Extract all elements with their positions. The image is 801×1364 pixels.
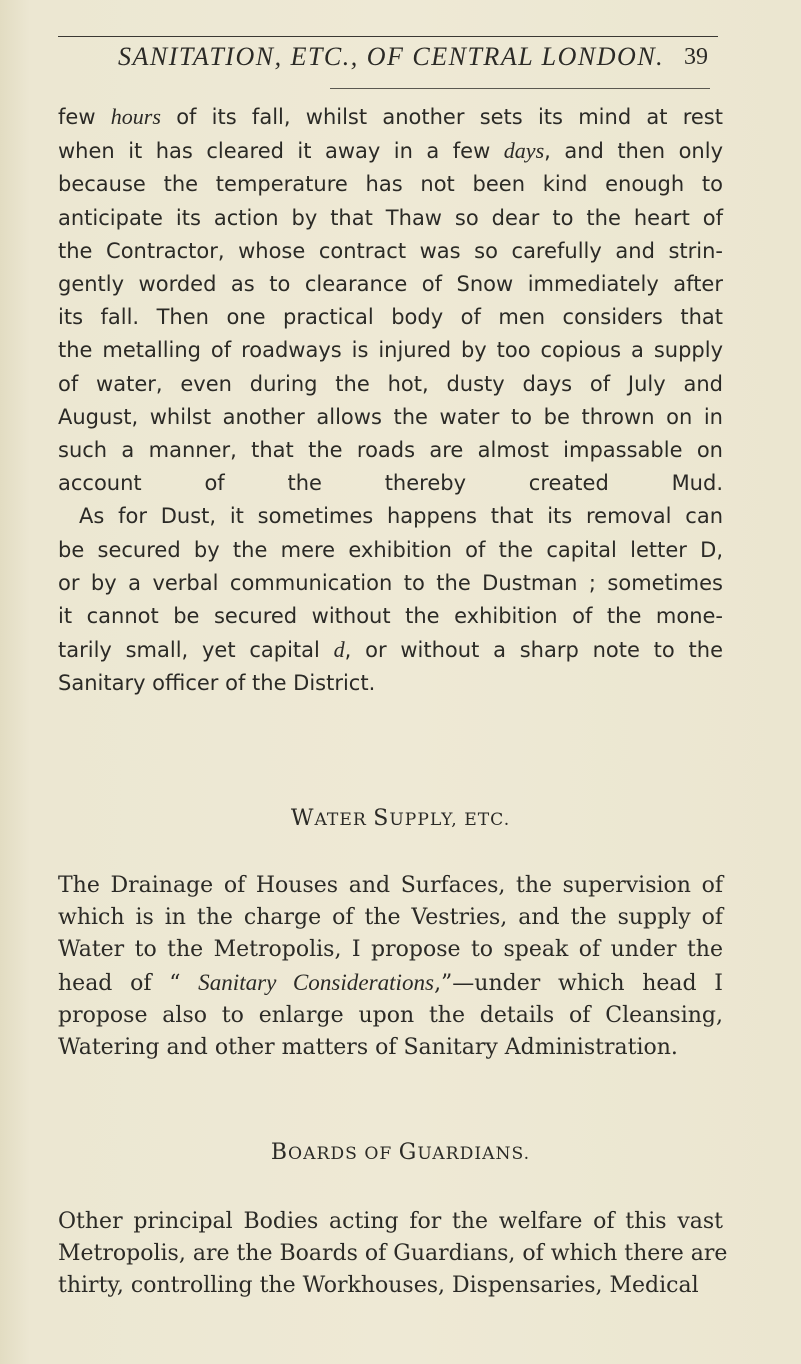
text-line bbox=[58, 934, 723, 966]
text-line bbox=[58, 1238, 728, 1270]
text-line bbox=[58, 268, 723, 301]
text-run: the metalling of roadways is injured by too copious a supply bbox=[58, 338, 723, 363]
heading-boards-b: B bbox=[270, 1140, 289, 1165]
heading-water-supply-upply: UPPLY, ETC. bbox=[389, 810, 511, 830]
text-run: head of “ bbox=[58, 971, 199, 996]
text-run: when it has cleared it away in a few bbox=[58, 139, 504, 164]
text-run: anticipate its action by that Thaw so dear to the heart of bbox=[58, 205, 723, 230]
text-run: account of the thereby created Mud. bbox=[58, 471, 723, 496]
italic-text-run: hours bbox=[110, 104, 161, 129]
text-line bbox=[58, 134, 723, 168]
text-run: of water, even during the hot, dusty days of July and bbox=[58, 371, 723, 396]
running-head bbox=[0, 40, 801, 80]
heading-water-supply-s: S bbox=[373, 806, 390, 831]
text-line bbox=[58, 301, 723, 334]
paragraph-snow-dust bbox=[58, 100, 723, 701]
text-line bbox=[58, 600, 723, 633]
text-run: be secured by the mere exhibition of the capital letter D, bbox=[58, 537, 723, 562]
text-run: it cannot be secured without the exhibition of the mone- bbox=[58, 604, 723, 629]
heading-water-supply-ater: ATER bbox=[314, 810, 374, 830]
text-run: tarily small, yet capital bbox=[58, 638, 334, 663]
text-run: of its fall, whilst another sets its mind at rest bbox=[160, 105, 723, 129]
text-line bbox=[58, 1270, 723, 1302]
text-run: Sanitary officer of the District. bbox=[58, 671, 376, 696]
italic-text-run: days bbox=[503, 138, 545, 164]
italic-text-run: Sanitary Considerations bbox=[198, 969, 435, 995]
text-line bbox=[58, 401, 723, 434]
italic-text-run: d bbox=[333, 637, 345, 663]
text-line bbox=[58, 633, 723, 667]
text-line bbox=[58, 434, 723, 467]
heading-boards-g: G bbox=[398, 1140, 418, 1165]
text-run: few bbox=[58, 105, 111, 129]
text-line bbox=[58, 467, 723, 500]
text-run: As for Dust, it sometimes happens that its removal can bbox=[79, 504, 723, 529]
text-run: August, whilst another allows the water to be thrown on in bbox=[58, 404, 723, 429]
text-line bbox=[58, 168, 723, 201]
text-run: Watering and other matters of Sanitary Administration. bbox=[58, 1035, 678, 1060]
text-run: The Drainage of Houses and Surfaces, the supervision of bbox=[58, 873, 723, 898]
text-line bbox=[58, 1000, 723, 1032]
text-run: such a manner, that the roads are almost impassable on bbox=[58, 438, 723, 463]
text-line bbox=[58, 202, 723, 235]
text-line bbox=[58, 368, 723, 401]
text-run: thirty, controlling the Workhouses, Dispensaries, Medical bbox=[58, 1273, 699, 1298]
text-run: its fall. Then one practical body of men considers that bbox=[58, 305, 723, 330]
heading-boards-uardians: UARDIANS. bbox=[417, 1144, 531, 1164]
page-number: 39 bbox=[684, 44, 708, 70]
text-run: Water to the Metropolis, I propose to speak of under the bbox=[58, 937, 723, 962]
text-run: gently worded as to clearance of Snow immediately after bbox=[58, 272, 723, 297]
heading-boards-of-guardians bbox=[0, 1140, 801, 1165]
text-run: the Contractor, whose contract was so carefully and strin- bbox=[58, 238, 723, 263]
text-line bbox=[58, 902, 723, 934]
text-line bbox=[58, 100, 723, 134]
heading-water-supply bbox=[0, 806, 801, 831]
paragraph-boards bbox=[58, 1206, 728, 1302]
header-rule bbox=[330, 88, 710, 89]
text-run: , or without a sharp note to the bbox=[344, 638, 723, 663]
text-run: because the temperature has not been kind enough to bbox=[58, 172, 723, 197]
text-line bbox=[58, 235, 723, 268]
text-run: or by a verbal communication to the Dustman ; sometimes bbox=[58, 570, 723, 595]
text-line bbox=[58, 534, 723, 567]
text-line bbox=[58, 567, 723, 600]
text-line bbox=[58, 966, 723, 1000]
paragraph-drainage bbox=[58, 870, 723, 1064]
text-run: Other principal Bodies acting for the welfare of this vast bbox=[58, 1209, 723, 1234]
text-line bbox=[58, 500, 723, 533]
text-run: which is in the charge of the Vestries, and the supply of bbox=[58, 905, 723, 930]
text-line bbox=[58, 667, 723, 700]
heading-water-supply-w: W bbox=[290, 806, 315, 831]
running-head-title: SANITATION, ETC., OF CENTRAL LONDON. bbox=[118, 42, 665, 71]
top-rule bbox=[58, 36, 718, 37]
text-line bbox=[58, 1206, 723, 1238]
text-run: , and then only bbox=[544, 139, 723, 164]
text-line bbox=[58, 1032, 723, 1064]
text-run: propose also to enlarge upon the details of Cleansing, bbox=[58, 1003, 723, 1028]
text-run: Metropolis, are the Boards of Guardians, of which there are bbox=[58, 1241, 728, 1266]
text-line bbox=[58, 334, 723, 367]
text-run: ,”—under which head I bbox=[434, 971, 723, 996]
text-line bbox=[58, 870, 723, 902]
heading-boards-oards-of: OARDS OF bbox=[288, 1144, 399, 1164]
